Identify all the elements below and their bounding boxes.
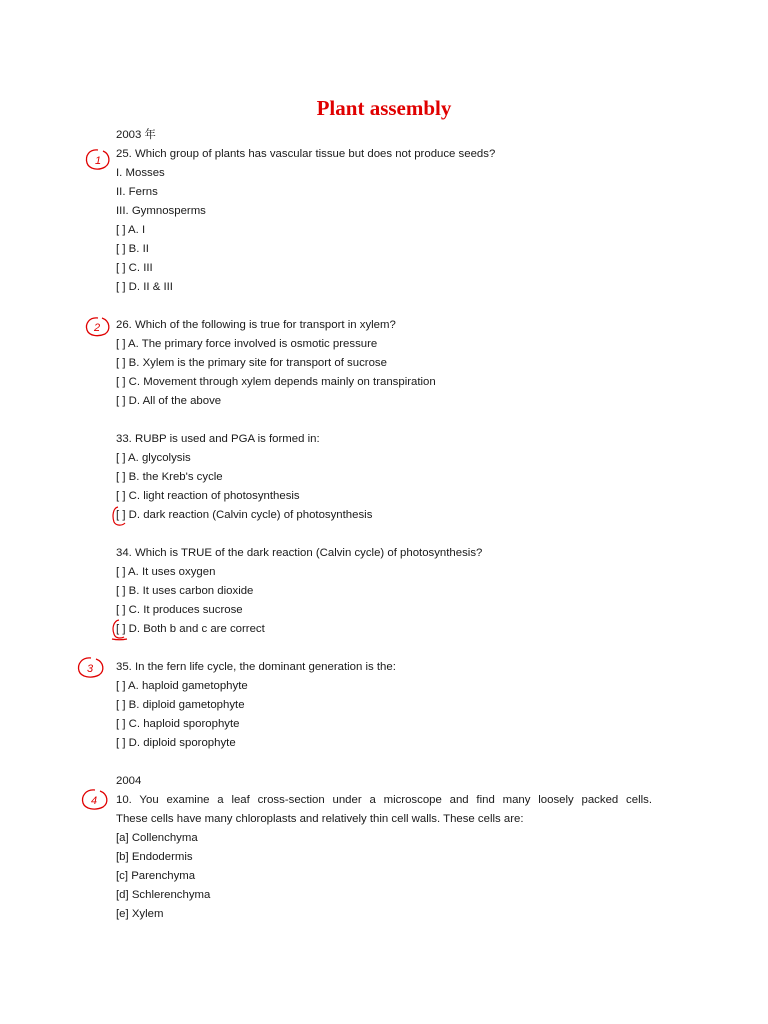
- answer-option: [ ] C. haploid sporophyte: [116, 718, 240, 730]
- circled-number-label: 4: [91, 795, 98, 807]
- answer-option: [ ] B. II: [116, 243, 149, 255]
- blank-line: [116, 411, 652, 430]
- circled-number-3-mark: [76, 656, 106, 680]
- answer-option: [ ] D. Both b and c are correct: [116, 623, 265, 635]
- answer-option: [e] Xylem: [116, 908, 164, 920]
- question-text: 33. RUBP is used and PGA is formed in:: [116, 433, 320, 445]
- answer-option: [ ] C. It produces sucrose: [116, 604, 243, 616]
- page-title: Plant assembly: [316, 96, 452, 120]
- circled-number-label: 3: [87, 663, 94, 675]
- circled-number-label: 1: [95, 155, 102, 167]
- blank-line: [116, 639, 652, 658]
- circled-number-1-mark: [84, 148, 112, 172]
- question-text: 35. In the fern life cycle, the dominant generation is the:: [116, 661, 396, 673]
- answer-option: [ ] D. diploid sporophyte: [116, 737, 236, 749]
- answer-option: [ ] B. It uses carbon dioxide: [116, 585, 254, 597]
- answer-option: [ ] A. I: [116, 224, 146, 236]
- blank-line: [116, 297, 652, 316]
- answer-option: [ ] C. Movement through xylem depends mainly on transpiration: [116, 376, 436, 388]
- answer-option: [ ] B. Xylem is the primary site for transport of sucrose: [116, 357, 387, 369]
- question-text: 10. You examine a leaf cross-section under a microscope and find many loosely packed cells.: [116, 794, 652, 806]
- answer-option: [ ] A. It uses oxygen: [116, 566, 216, 578]
- year-heading: 2003 年: [116, 129, 156, 141]
- list-item: I. Mosses: [116, 167, 165, 179]
- question-text: 25. Which group of plants has vascular tissue but does not produce seeds?: [116, 148, 496, 160]
- answer-option: [ ] A. glycolysis: [116, 452, 191, 464]
- question-text: 26. Which of the following is true for transport in xylem?: [116, 319, 396, 331]
- answer-option: [ ] D. II & III: [116, 281, 173, 293]
- answer-option: [c] Parenchyma: [116, 870, 196, 882]
- answer-option: [ ] D. dark reaction (Calvin cycle) of photosynthesis: [116, 509, 373, 521]
- answer-option: [d] Schlerenchyma: [116, 889, 211, 901]
- question-text: These cells have many chloroplasts and relatively thin cell walls. These cells are:: [116, 813, 524, 825]
- circled-number-2-mark: [84, 316, 112, 338]
- answer-option: [ ] C. light reaction of photosynthesis: [116, 490, 300, 502]
- blank-line: [116, 753, 652, 772]
- answer-option: [a] Collenchyma: [116, 832, 198, 844]
- answer-option: [ ] C. III: [116, 262, 153, 274]
- answer-option: [b] Endodermis: [116, 851, 193, 863]
- document-body: [116, 126, 652, 924]
- blank-line: [116, 525, 652, 544]
- circled-number-label: 2: [94, 322, 101, 334]
- answer-option: [ ] A. The primary force involved is osmotic pressure: [116, 338, 378, 350]
- answer-option: [ ] B. the Kreb's cycle: [116, 471, 223, 483]
- answer-option: [ ] B. diploid gametophyte: [116, 699, 245, 711]
- answer-option: [ ] D. All of the above: [116, 395, 222, 407]
- list-item: II. Ferns: [116, 186, 158, 198]
- circled-number-4-mark: [80, 788, 110, 812]
- question-text: 34. Which is TRUE of the dark reaction (Calvin cycle) of photosynthesis?: [116, 547, 483, 559]
- list-item: III. Gymnosperms: [116, 205, 206, 217]
- answer-option: [ ] A. haploid gametophyte: [116, 680, 248, 692]
- year-heading: 2004: [116, 775, 142, 787]
